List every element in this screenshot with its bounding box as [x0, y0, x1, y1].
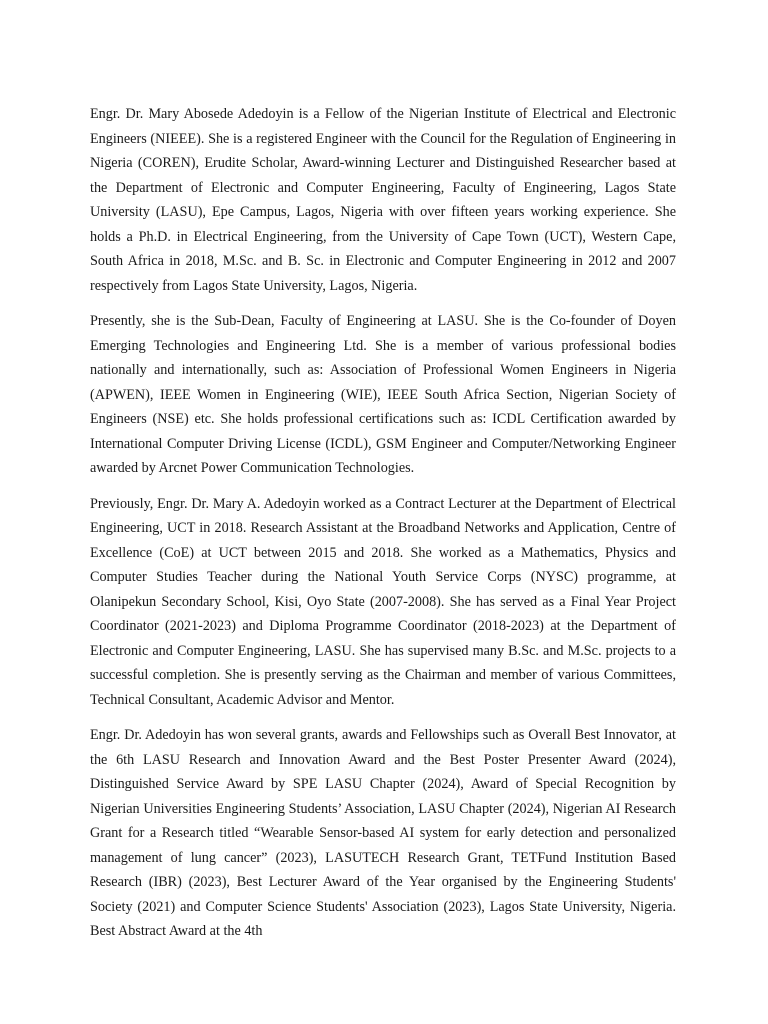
paragraph-awards: Engr. Dr. Adedoyin has won several grants, awards and Fellowships such as Overall Best Innovator, at the 6th LASU Research and Innovation Award and the Best Poster Presenter Award (2024), Distinguished Service Award by SPE LASU Chapter (2024), Award of Special Recognition by Nigerian Universities Engineering Students’ Association, LASU Chapter (2024), Nigerian AI Research Grant for a Research titled “Wearable Sensor-based AI system for early detection and personalized management of lung cancer” (2023), LASUTECH Research Grant, TETFund Institution Based Research (IBR) (2023), Best Lecturer Award of the Year organised by the Engineering Students' Society (2021) and Computer Science Students' Association (2023), Lagos State University, Nigeria. Best Abstract Award at the 4th: [90, 727, 676, 939]
paragraph-current-roles: Presently, she is the Sub-Dean, Faculty of Engineering at LASU. She is the Co-founder of Doyen Emerging Technologies and Engineering Ltd. She is a member of various professional bodies nationally and internationally, such as: Association of Professional Women Engineers in Nigeria (APWEN), IEEE Women in Engineering (WIE), IEEE South Africa Section, Nigerian Society of Engineers (NSE) etc. She holds professional certifications such as: ICDL Certification awarded by International Computer Driving License (ICDL), GSM Engineer and Computer/Networking Engineer awarded by Arcnet Power Communication Technologies.: [90, 313, 676, 476]
paragraph-previous-experience: Previously, Engr. Dr. Mary A. Adedoyin worked as a Contract Lecturer at the Department of Electrical Engineering, UCT in 2018. Research Assistant at the Broadband Networks and Application, Centre of Excellence (CoE) at UCT between 2015 and 2018. She worked as a Mathematics, Physics and Computer Studies Teacher during the National Youth Service Corps (NYSC) programme, at Olanipekun Secondary School, Kisi, Oyo State (2007-2008). She has served as a Final Year Project Coordinator (2021-2023) and Diploma Programme Coordinator (2018-2023) at the Department of Electronic and Computer Engineering, LASU. She has supervised many B.Sc. and M.Sc. projects to a successful completion. She is presently serving as the Chairman and member of various Committees, Technical Consultant, Academic Advisor and Mentor.: [90, 495, 676, 708]
paragraph-fellowship-education: Engr. Dr. Mary Abosede Adedoyin is a Fellow of the Nigerian Institute of Electrical and Electronic Engineers (NIEEE). She is a registered Engineer with the Council for the Regulation of Engineering in Nigeria (COREN), Erudite Scholar, Award-winning Lecturer and Distinguished Researcher based at the Department of Electronic and Computer Engineering, Faculty of Engineering, Lagos State University (LASU), Epe Campus, Lagos, Nigeria with over fifteen years working experience. She holds a Ph.D. in Electrical Engineering, from the University of Cape Town (UCT), Western Cape, South Africa in 2018, M.Sc. and B. Sc. in Electronic and Computer Engineering in 2012 and 2007 respectively from Lagos State University, Lagos, Nigeria.: [90, 106, 676, 294]
document-body: [90, 102, 676, 955]
